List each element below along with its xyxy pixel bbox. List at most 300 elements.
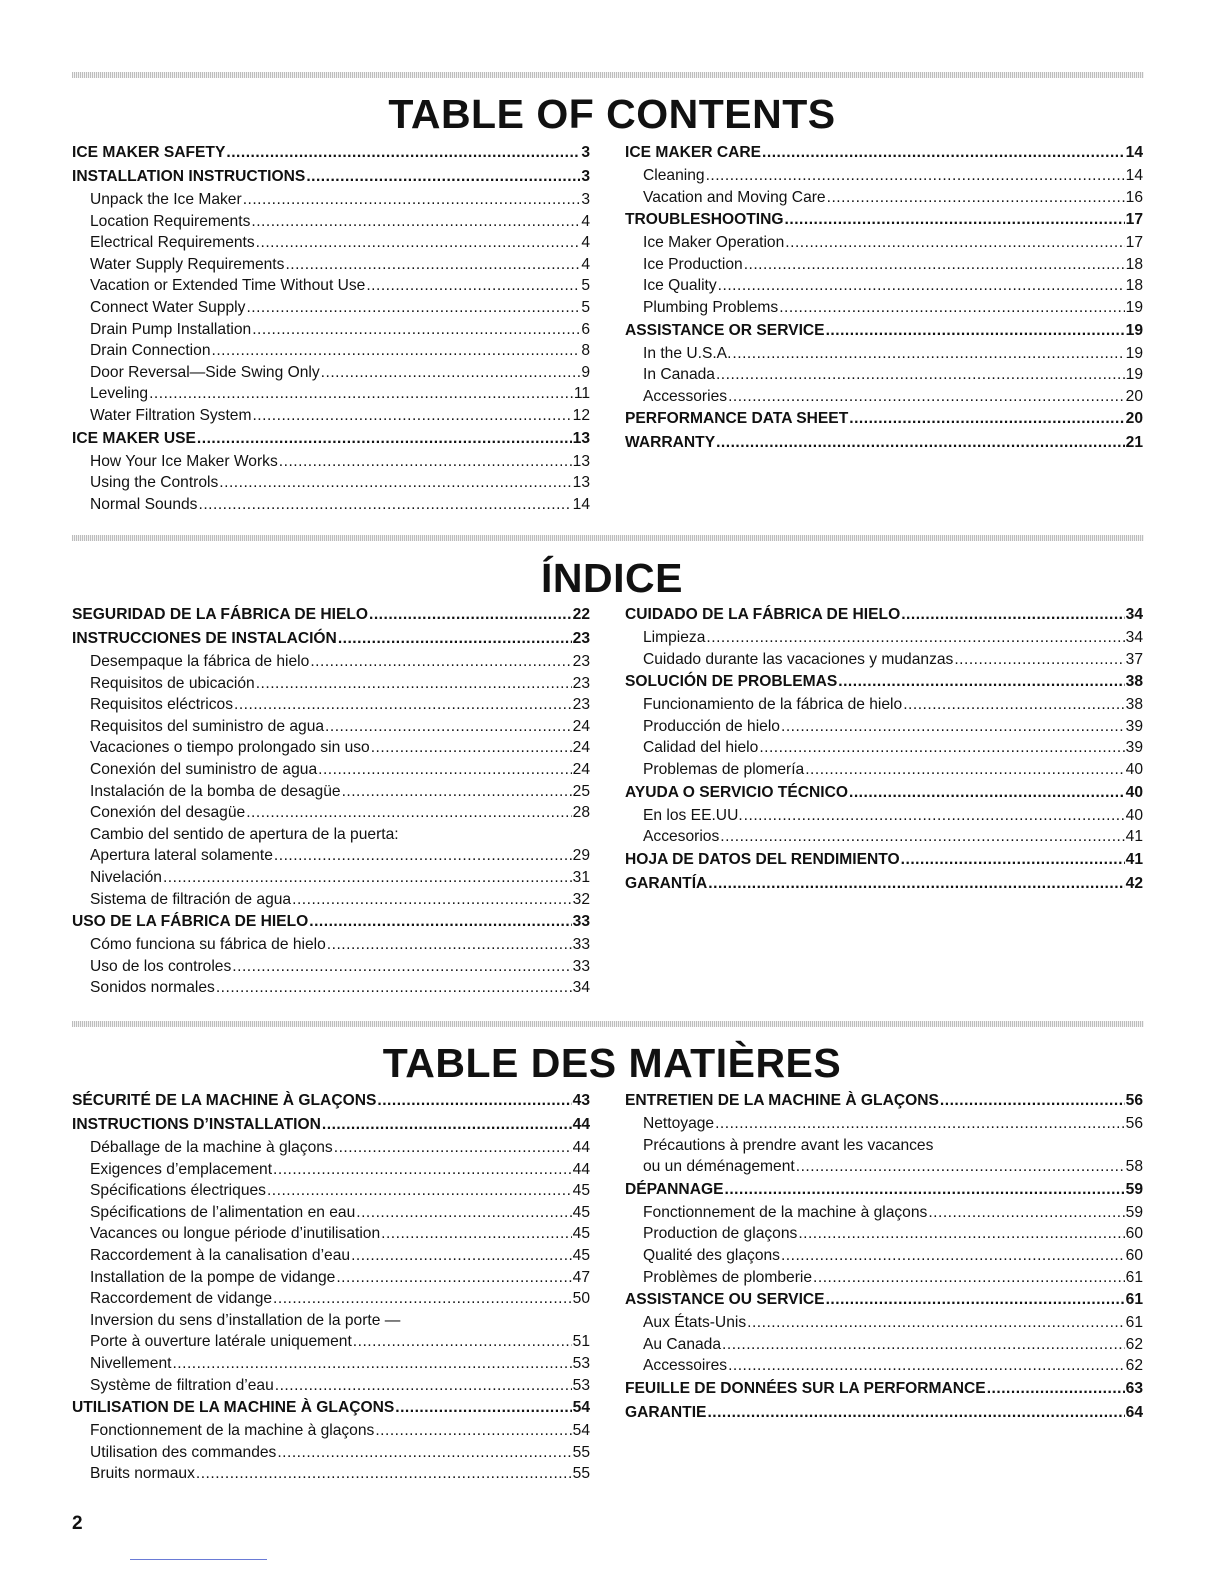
toc-entry-page: 42 (1125, 874, 1143, 892)
toc-entry-page: 54 (572, 1422, 590, 1440)
dot-leader (826, 319, 1125, 343)
toc-entry-label: Plumbing Problems (643, 298, 779, 316)
dot-leader (395, 1396, 571, 1420)
toc-column-es-right (625, 603, 1143, 896)
toc-subentry[interactable] (72, 211, 590, 233)
toc-entry-label: Vacation and Moving Care (643, 188, 826, 206)
dot-leader (759, 737, 1124, 759)
dot-leader (706, 627, 1124, 649)
toc-subentry[interactable] (625, 343, 1143, 365)
toc-entry-label: Leveling (90, 385, 149, 403)
toc-entry-label: SOLUCIÓN DE PROBLEMAS (625, 673, 838, 691)
toc-entry-page: 20 (1125, 387, 1143, 405)
dot-leader (252, 319, 580, 341)
toc-entry-page: 34 (1125, 629, 1143, 646)
toc-subentry[interactable] (625, 1223, 1143, 1245)
toc-subentry[interactable] (72, 673, 590, 695)
toc-entry-label: Electrical Requirements (90, 234, 255, 252)
toc-entry-label: Sonidos normales (90, 979, 215, 997)
toc-entry-label: In Canada (643, 366, 715, 384)
toc-subentry[interactable] (72, 1420, 590, 1442)
toc-subentry[interactable] (625, 165, 1143, 187)
toc-entry-label: INSTALLATION INSTRUCTIONS (72, 168, 306, 185)
toc-subentry[interactable] (625, 1245, 1143, 1267)
toc-subentry[interactable] (72, 362, 590, 384)
toc-entry-label: INSTRUCCIONES DE INSTALACIÓN (72, 630, 337, 647)
toc-entry-label: Conexión del suministro de agua (90, 760, 318, 778)
toc-entry-label: Sistema de filtración de agua (90, 890, 292, 908)
toc-heading-entry[interactable] (72, 627, 590, 651)
toc-entry-page: 11 (573, 385, 590, 403)
toc-subentry[interactable] (72, 1202, 590, 1224)
toc-entry-page: 55 (572, 1443, 590, 1461)
toc-subentry[interactable] (72, 781, 590, 803)
toc-entry-label: INSTRUCTIONS D’INSTALLATION (72, 1116, 321, 1133)
dot-leader (707, 1401, 1124, 1425)
toc-entry-label: Limpieza (643, 629, 706, 646)
toc-entry-page: 51 (572, 1333, 590, 1351)
dot-leader (246, 802, 571, 824)
toc-entry-label: Producción de hielo (643, 717, 780, 735)
toc-heading-entry[interactable] (625, 141, 1143, 165)
toc-entry-label: Problèmes de plomberie (643, 1268, 813, 1286)
toc-subentry[interactable] (625, 1312, 1143, 1334)
dot-leader (321, 362, 581, 384)
toc-heading-entry[interactable] (625, 431, 1143, 455)
toc-entry-page: 38 (1125, 696, 1143, 714)
toc-entry-page: 43 (572, 1092, 590, 1109)
dot-leader (744, 805, 1125, 827)
dot-leader (718, 275, 1125, 297)
toc-subentry[interactable] (72, 1442, 590, 1464)
toc-heading-entry[interactable] (625, 407, 1143, 431)
toc-entry-page: 4 (581, 255, 590, 273)
toc-subentry[interactable] (72, 1245, 590, 1267)
dot-leader (196, 1463, 572, 1485)
toc-entry-label: Raccordement à la canalisation d’eau (90, 1246, 351, 1264)
section-title-en: TABLE OF CONTENTS (388, 91, 836, 137)
toc-entry-label: ASSISTANCE OR SERVICE (625, 321, 825, 339)
toc-entry-page: 40 (1125, 783, 1143, 801)
toc-subentry[interactable] (625, 1156, 1143, 1178)
toc-entry-page: 39 (1125, 717, 1143, 735)
dot-leader (779, 297, 1124, 319)
toc-entry-label: Problemas de plomería (643, 760, 805, 778)
toc-subentry[interactable] (72, 1288, 590, 1310)
dot-leader (940, 1089, 1125, 1113)
toc-entry-page: 61 (1125, 1268, 1143, 1286)
toc-subentry[interactable] (72, 1353, 590, 1375)
toc-entry-page: 33 (572, 957, 590, 975)
toc-heading-entry[interactable] (625, 872, 1143, 896)
dot-leader (369, 603, 572, 627)
toc-entry-page: 4 (581, 212, 590, 230)
toc-subentry[interactable] (72, 1267, 590, 1289)
toc-entry-page: 39 (1125, 739, 1143, 757)
toc-entry-page: 13 (572, 452, 590, 470)
dot-leader (318, 759, 572, 781)
toc-entry-label: Calidad del hielo (643, 739, 759, 757)
toc-heading-entry[interactable] (625, 1288, 1143, 1312)
toc-subentry[interactable] (72, 232, 590, 254)
section-divider (72, 72, 1144, 78)
toc-entry-page: 5 (581, 298, 590, 316)
toc-subentry[interactable] (72, 759, 590, 781)
toc-entry-page: 17 (1125, 211, 1143, 229)
toc-heading-entry[interactable] (72, 1113, 590, 1137)
toc-entry-page: 60 (1125, 1246, 1143, 1264)
dot-leader (279, 451, 572, 473)
toc-subentry[interactable] (625, 1267, 1143, 1289)
toc-entry-label: HOJA DE DATOS DEL RENDIMIENTO (625, 850, 900, 868)
toc-subentry[interactable] (625, 187, 1143, 209)
toc-subentry[interactable] (72, 1463, 590, 1485)
dot-leader (781, 716, 1125, 738)
toc-heading-entry[interactable] (625, 319, 1143, 343)
page-number: 2 (72, 1513, 83, 1534)
toc-entry-label: Fonctionnement de la machine à glaçons (643, 1203, 928, 1221)
dot-leader (216, 977, 572, 999)
toc-entry-page: 24 (572, 717, 590, 735)
toc-entry-label: UTILISATION DE LA MACHINE À GLAÇONS (72, 1399, 395, 1417)
dot-leader (172, 1353, 571, 1375)
toc-entry-page: 14 (572, 495, 590, 513)
dot-leader (762, 141, 1125, 165)
toc-heading-entry[interactable] (625, 603, 1143, 627)
toc-entry-page: 61 (1125, 1314, 1143, 1332)
dot-leader (796, 1156, 1125, 1178)
toc-entry-label: Nivellement (90, 1354, 172, 1372)
toc-subentry[interactable] (72, 889, 590, 911)
toc-entry-label: AYUDA O SERVICIO TÉCNICO (625, 783, 848, 801)
dot-leader (226, 141, 580, 165)
toc-subentry[interactable] (625, 694, 1143, 716)
toc-subentry[interactable] (72, 494, 590, 516)
toc-subentry[interactable] (72, 845, 590, 867)
toc-entry-label: Accessories (643, 387, 728, 405)
toc-entry-label: In the U.S.A. (643, 344, 732, 362)
dot-leader (197, 427, 572, 451)
toc-heading-entry[interactable] (625, 208, 1143, 232)
toc-entry-label: DÉPANNAGE (625, 1180, 724, 1198)
toc-entry-page: 21 (1125, 434, 1143, 452)
toc-entry-label: Fonctionnement de la machine à glaçons (90, 1422, 375, 1440)
toc-heading-entry[interactable] (625, 1401, 1143, 1425)
dot-leader (338, 627, 572, 651)
toc-subentry[interactable] (72, 867, 590, 889)
dot-leader (366, 275, 580, 297)
toc-subentry[interactable] (72, 340, 590, 362)
toc-column-en-left (72, 141, 590, 515)
toc-entry-page: 9 (581, 363, 590, 381)
toc-heading-entry[interactable] (625, 1178, 1143, 1202)
dot-leader (728, 386, 1125, 408)
toc-entry-label: Vacaciones o tiempo prolongado sin uso (90, 739, 370, 757)
toc-entry-page: 5 (581, 277, 590, 295)
toc-subentry[interactable] (72, 297, 590, 319)
dot-leader (744, 254, 1125, 276)
toc-entry-label: Exigences d’emplacement (90, 1160, 273, 1178)
toc-entry-page: 45 (572, 1182, 590, 1200)
toc-entry-label: Door Reversal—Side Swing Only (90, 363, 320, 381)
toc-entry-page: 29 (572, 847, 590, 865)
dot-leader (785, 232, 1124, 254)
toc-entry-page: 44 (572, 1160, 590, 1178)
toc-entry-label: Vacances ou longue période d’inutilisation (90, 1225, 381, 1243)
toc-heading-entry[interactable] (625, 1089, 1143, 1113)
toc-subentry[interactable] (625, 805, 1143, 827)
dot-leader (901, 603, 1124, 627)
dot-leader (724, 1178, 1124, 1202)
dot-leader (198, 494, 571, 516)
toc-entry-page: 56 (1125, 1092, 1143, 1109)
dot-leader (327, 934, 572, 956)
toc-heading-entry[interactable] (72, 427, 590, 451)
dot-leader (306, 165, 580, 189)
toc-entry-page: 12 (572, 406, 590, 424)
toc-subentry[interactable] (72, 405, 590, 427)
toc-entry-label: ICE MAKER USE (72, 429, 196, 447)
toc-subentry[interactable] (72, 1137, 590, 1159)
toc-subentry[interactable] (72, 934, 590, 956)
toc-subentry[interactable] (72, 319, 590, 341)
toc-entry-label: Ice Production (643, 255, 743, 273)
dot-leader (322, 1113, 572, 1137)
toc-entry-page: 3 (581, 144, 590, 161)
toc-entry-label: ICE MAKER SAFETY (72, 144, 226, 161)
toc-subentry[interactable] (72, 737, 590, 759)
toc-entry-page: 61 (1125, 1291, 1143, 1309)
toc-entry-label: Uso de los controles (90, 957, 232, 975)
toc-entry-label: Système de filtration d’eau (90, 1376, 274, 1394)
toc-entry-page: 45 (572, 1225, 590, 1243)
section-divider (72, 1021, 1144, 1027)
toc-subentry[interactable] (625, 297, 1143, 319)
toc-entry-label: Ice Maker Operation (643, 234, 785, 252)
toc-subentry[interactable] (72, 275, 590, 297)
toc-entry-page: 41 (1125, 850, 1143, 868)
toc-entry-page: 34 (572, 979, 590, 997)
toc-heading-entry[interactable] (625, 781, 1143, 805)
toc-subentry[interactable] (72, 1331, 590, 1353)
toc-subentry[interactable] (72, 1375, 590, 1397)
toc-subentry[interactable] (625, 716, 1143, 738)
toc-subentry[interactable] (72, 1159, 590, 1181)
toc-entry-label: Accesorios (643, 828, 720, 846)
toc-entry-page: 64 (1125, 1403, 1143, 1421)
dot-leader (954, 649, 1124, 671)
toc-subentry[interactable] (625, 254, 1143, 276)
toc-subentry[interactable] (72, 694, 590, 716)
toc-heading-entry[interactable] (72, 910, 590, 934)
toc-entry-page: 28 (572, 804, 590, 822)
toc-entry-label: Nettoyage (643, 1115, 715, 1132)
toc-subentry[interactable] (72, 254, 590, 276)
toc-heading-entry[interactable] (72, 165, 590, 189)
dot-leader (798, 1223, 1124, 1245)
dot-leader (928, 1202, 1124, 1224)
dot-leader (716, 431, 1125, 455)
toc-entry-page: 56 (1125, 1115, 1143, 1132)
dot-leader (309, 910, 571, 934)
toc-subentry[interactable] (625, 826, 1143, 848)
toc-subentry[interactable] (72, 1223, 590, 1245)
toc-entry-page: 14 (1125, 144, 1143, 161)
toc-entry-page: 53 (572, 1354, 590, 1372)
toc-entry-page: 50 (572, 1290, 590, 1308)
toc-entry-label: Accessoires (643, 1357, 728, 1375)
toc-entry-page: 47 (572, 1268, 590, 1286)
toc-entry-page: 24 (572, 760, 590, 778)
toc-entry-page: 24 (572, 739, 590, 757)
toc-heading-entry[interactable] (72, 1089, 590, 1113)
toc-entry-label: How Your Ice Maker Works (90, 452, 278, 470)
toc-entry-label: En los EE.UU. (643, 806, 743, 824)
toc-entry-page: 45 (572, 1246, 590, 1264)
toc-entry-label: Production de glaçons (643, 1225, 798, 1243)
dot-leader (256, 673, 572, 695)
dot-leader (838, 670, 1124, 694)
toc-subentry[interactable] (625, 1202, 1143, 1224)
dot-leader (325, 716, 572, 738)
toc-subentry[interactable] (625, 1355, 1143, 1377)
toc-entry-label: Vacation or Extended Time Without Use (90, 277, 366, 295)
toc-subentry[interactable] (72, 802, 590, 824)
toc-heading-entry[interactable] (72, 141, 590, 165)
toc-subentry[interactable] (625, 275, 1143, 297)
toc-entry-page: 13 (572, 474, 590, 492)
dot-leader (781, 1245, 1125, 1267)
dot-leader (234, 694, 572, 716)
dot-leader (356, 1202, 571, 1224)
section-title-fr: TABLE DES MATIÈRES (382, 1040, 842, 1086)
dot-leader (381, 1223, 572, 1245)
toc-entry-page: 60 (1125, 1225, 1143, 1243)
toc-entry-label: Drain Connection (90, 342, 211, 360)
toc-entry-page: 25 (572, 782, 590, 800)
toc-entry-page: 40 (1125, 806, 1143, 824)
dot-leader (708, 872, 1124, 896)
toc-subentry[interactable] (72, 651, 590, 673)
dot-leader (285, 254, 580, 276)
dot-leader (722, 1334, 1125, 1356)
toc-entry-prefix: Cambio del sentido de apertura de la puerta: (90, 825, 399, 843)
toc-entry-page: 19 (1125, 321, 1143, 339)
toc-subentry[interactable] (625, 364, 1143, 386)
dot-leader (292, 889, 572, 911)
toc-entry-page: 3 (581, 191, 590, 208)
toc-entry-page: 62 (1125, 1357, 1143, 1375)
toc-entry-label: Instalación de la bomba de desagüe (90, 782, 341, 800)
toc-heading-entry[interactable] (72, 1396, 590, 1420)
dot-leader (715, 1113, 1125, 1135)
toc-entry-label: Connect Water Supply (90, 298, 246, 316)
dot-leader (901, 848, 1125, 872)
dot-leader (720, 826, 1124, 848)
toc-entry-label: ENTRETIEN DE LA MACHINE À GLAÇONS (625, 1092, 939, 1109)
toc-entry-page: 19 (1125, 344, 1143, 362)
toc-column-fr-right (625, 1089, 1143, 1425)
toc-entry-label: Nivelación (90, 868, 162, 886)
section-divider (72, 535, 1144, 541)
toc-entry-label: Aux États-Unis (643, 1314, 747, 1332)
toc-column-fr-left (72, 1089, 590, 1485)
toc-entry-label: Spécifications électriques (90, 1182, 266, 1200)
toc-entry-page: 58 (1125, 1158, 1143, 1176)
toc-subentry[interactable] (72, 1180, 590, 1202)
toc-entry-page: 34 (1125, 606, 1143, 623)
toc-entry-page: 37 (1125, 650, 1143, 668)
toc-subentry[interactable] (625, 737, 1143, 759)
toc-entry-page: 59 (1125, 1203, 1143, 1221)
toc-subentry[interactable] (72, 956, 590, 978)
section-title-es: ÍNDICE (541, 555, 683, 601)
toc-subentry[interactable] (625, 627, 1143, 649)
toc-subentry[interactable] (72, 383, 590, 405)
toc-entry-label: Water Filtration System (90, 406, 252, 424)
toc-entry-page: 62 (1125, 1335, 1143, 1353)
dot-leader (273, 1288, 572, 1310)
toc-entry-label: Conexión del desagüe (90, 804, 246, 822)
toc-entry-label: Requisitos eléctricos (90, 696, 234, 714)
toc-entry-label: Raccordement de vidange (90, 1290, 273, 1308)
toc-entry-page: 45 (572, 1203, 590, 1221)
toc-subentry[interactable] (625, 1113, 1143, 1135)
dot-leader (149, 383, 573, 405)
dot-leader (232, 956, 571, 978)
toc-subentry[interactable] (72, 189, 590, 211)
toc-entry-page: 33 (572, 936, 590, 954)
toc-entry-page: 17 (1125, 234, 1143, 252)
toc-entry-label: Drain Pump Installation (90, 320, 252, 338)
toc-entry-page: 23 (572, 674, 590, 692)
toc-subentry[interactable] (625, 386, 1143, 408)
toc-entry-page: 53 (572, 1376, 590, 1394)
toc-entry-label: Cuidado durante las vacaciones y mudanzas (643, 650, 954, 668)
dot-leader (334, 1137, 572, 1159)
toc-entry-page: 55 (572, 1465, 590, 1483)
dot-leader (275, 1375, 572, 1397)
toc-heading-entry[interactable] (72, 603, 590, 627)
toc-entry-label: Qualité des glaçons (643, 1246, 780, 1264)
toc-subentry[interactable] (625, 232, 1143, 254)
toc-heading-entry[interactable] (625, 670, 1143, 694)
toc-subentry[interactable] (72, 451, 590, 473)
toc-subentry[interactable] (625, 649, 1143, 671)
toc-subentry[interactable] (72, 716, 590, 738)
toc-entry-page: 19 (1125, 366, 1143, 384)
toc-entry-page: 40 (1125, 760, 1143, 778)
dot-leader (212, 340, 581, 362)
toc-subentry[interactable] (72, 977, 590, 999)
toc-entry-page: 14 (1125, 167, 1143, 184)
toc-entry-label: Water Supply Requirements (90, 255, 285, 273)
toc-subentry[interactable] (72, 472, 590, 494)
toc-subentry[interactable] (625, 1334, 1143, 1356)
dot-leader (826, 1288, 1125, 1312)
dot-leader (827, 187, 1125, 209)
footer-line (130, 1559, 267, 1560)
toc-heading-entry[interactable] (625, 1377, 1143, 1401)
toc-heading-entry[interactable] (625, 848, 1143, 872)
toc-entry-label: Unpack the Ice Maker (90, 191, 242, 208)
toc-entry-label: FEUILLE DE DONNÉES SUR LA PERFORMANCE (625, 1379, 986, 1397)
toc-entry-label: Porte à ouverture latérale uniquement (90, 1333, 352, 1351)
toc-entry-label: Bruits normaux (90, 1465, 195, 1483)
toc-entry-label: SÉCURITÉ DE LA MACHINE À GLAÇONS (72, 1092, 377, 1109)
toc-subentry[interactable] (625, 759, 1143, 781)
dot-leader (371, 737, 572, 759)
